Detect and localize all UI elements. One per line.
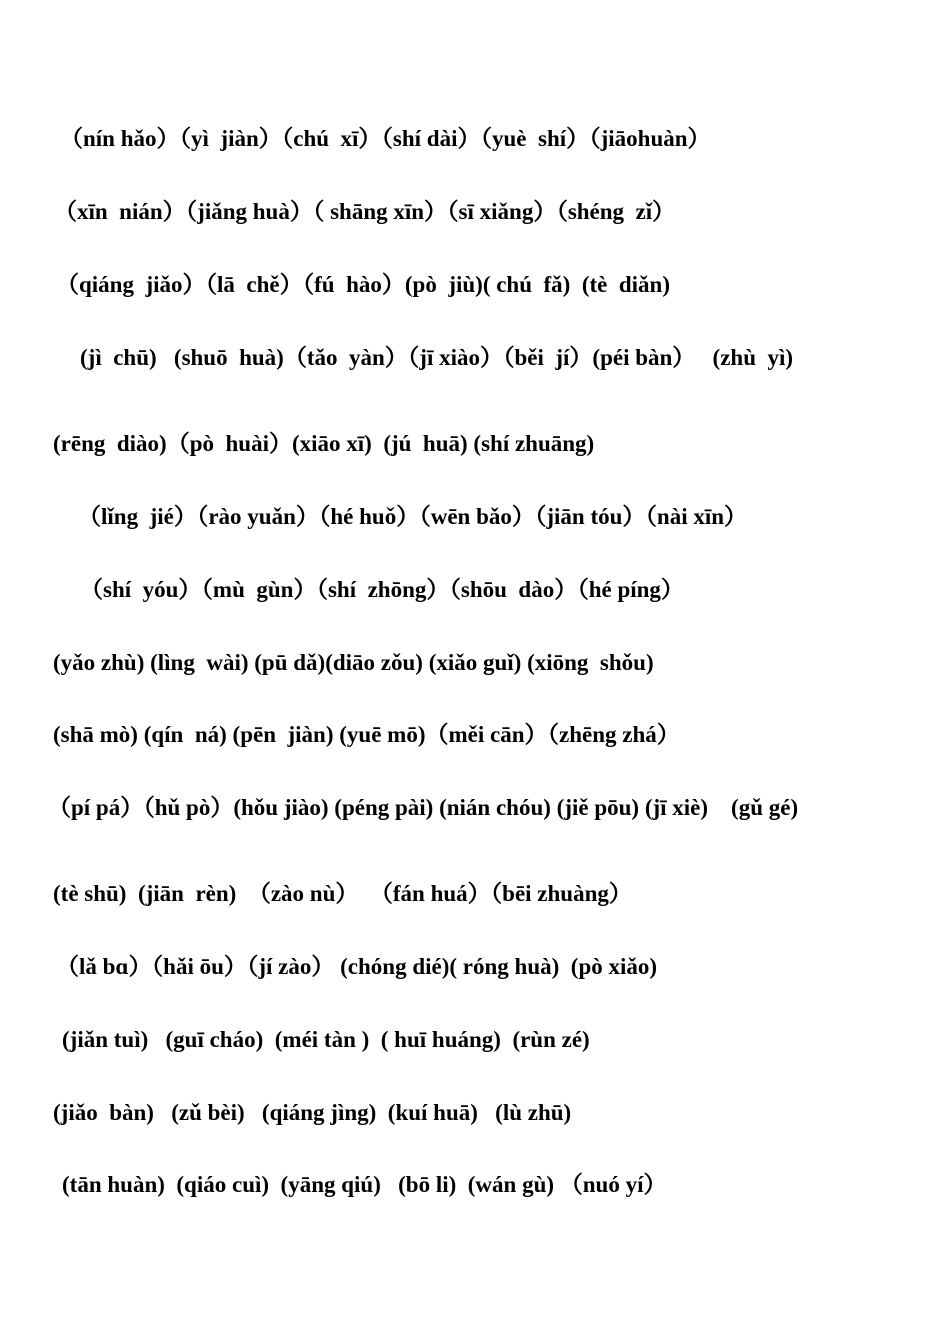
- pinyin-line-13: (jiǎn tuì) (guī cháo) (méi tàn ) ( huī huáng) (rùn zé): [62, 1027, 590, 1052]
- pinyin-line-7: （shí yóu）（mù gùn）（shí zhōng）（shōu dào）（hé píng）: [80, 577, 684, 602]
- pinyin-line-11: (tè shū) (jiān rèn) （zào nù） （fán huá）（bēi zhuàng）: [53, 881, 632, 906]
- pinyin-line-3: （qiáng jiǎo）（lā chě）（fú hào）(pò jiù)( chú fǎ) (tè diǎn): [56, 272, 670, 297]
- pinyin-line-15: (tān huàn) (qiáo cuì) (yāng qiú) (bō li) (wán gù) （nuó yí）: [62, 1172, 667, 1197]
- pinyin-line-1: （nín hǎo）（yì jiàn）（chú xī）（shí dài）（yuè shí）（jiāohuàn）: [60, 126, 711, 151]
- pinyin-line-2: （xīn nián）（jiǎng huà）（ shāng xīn）（sī xiǎng）（shéng zǐ）: [54, 199, 676, 224]
- pinyin-line-9: (shā mò) (qín ná) (pēn jiàn) (yuē mō)（měi cān）（zhēng zhá）: [53, 722, 680, 747]
- pinyin-line-6: （lǐng jié）（rào yuǎn）（hé huǒ）（wēn bǎo）（jiān tóu）（nài xīn）: [78, 504, 748, 529]
- pinyin-line-14: (jiǎo bàn) (zǔ bèi) (qiáng jìng) (kuí huā) (lù zhū): [53, 1100, 572, 1125]
- pinyin-line-12: （lǎ bɑ）（hǎi ōu）（jí zào） (chóng dié)( róng huà) (pò xiǎo): [56, 954, 658, 979]
- pinyin-line-4: (jì chū) (shuō huà)（tǎo yàn）（jī xiào）（běi jí）(péi bàn） (zhù yì): [80, 345, 794, 370]
- pinyin-line-5: (rēng diào)（pò huài）(xiāo xī) (jú huā) (shí zhuāng): [53, 431, 595, 456]
- pinyin-line-10: （pí pá）（hǔ pò）(hǒu jiào) (péng pài) (nián chóu) (jiě pōu) (jī xiè) (gǔ gé): [48, 795, 799, 820]
- pinyin-line-8: (yǎo zhù) (lìng wài) (pū dǎ)(diāo zǒu) (xiǎo guǐ) (xiōng shǒu): [53, 650, 654, 675]
